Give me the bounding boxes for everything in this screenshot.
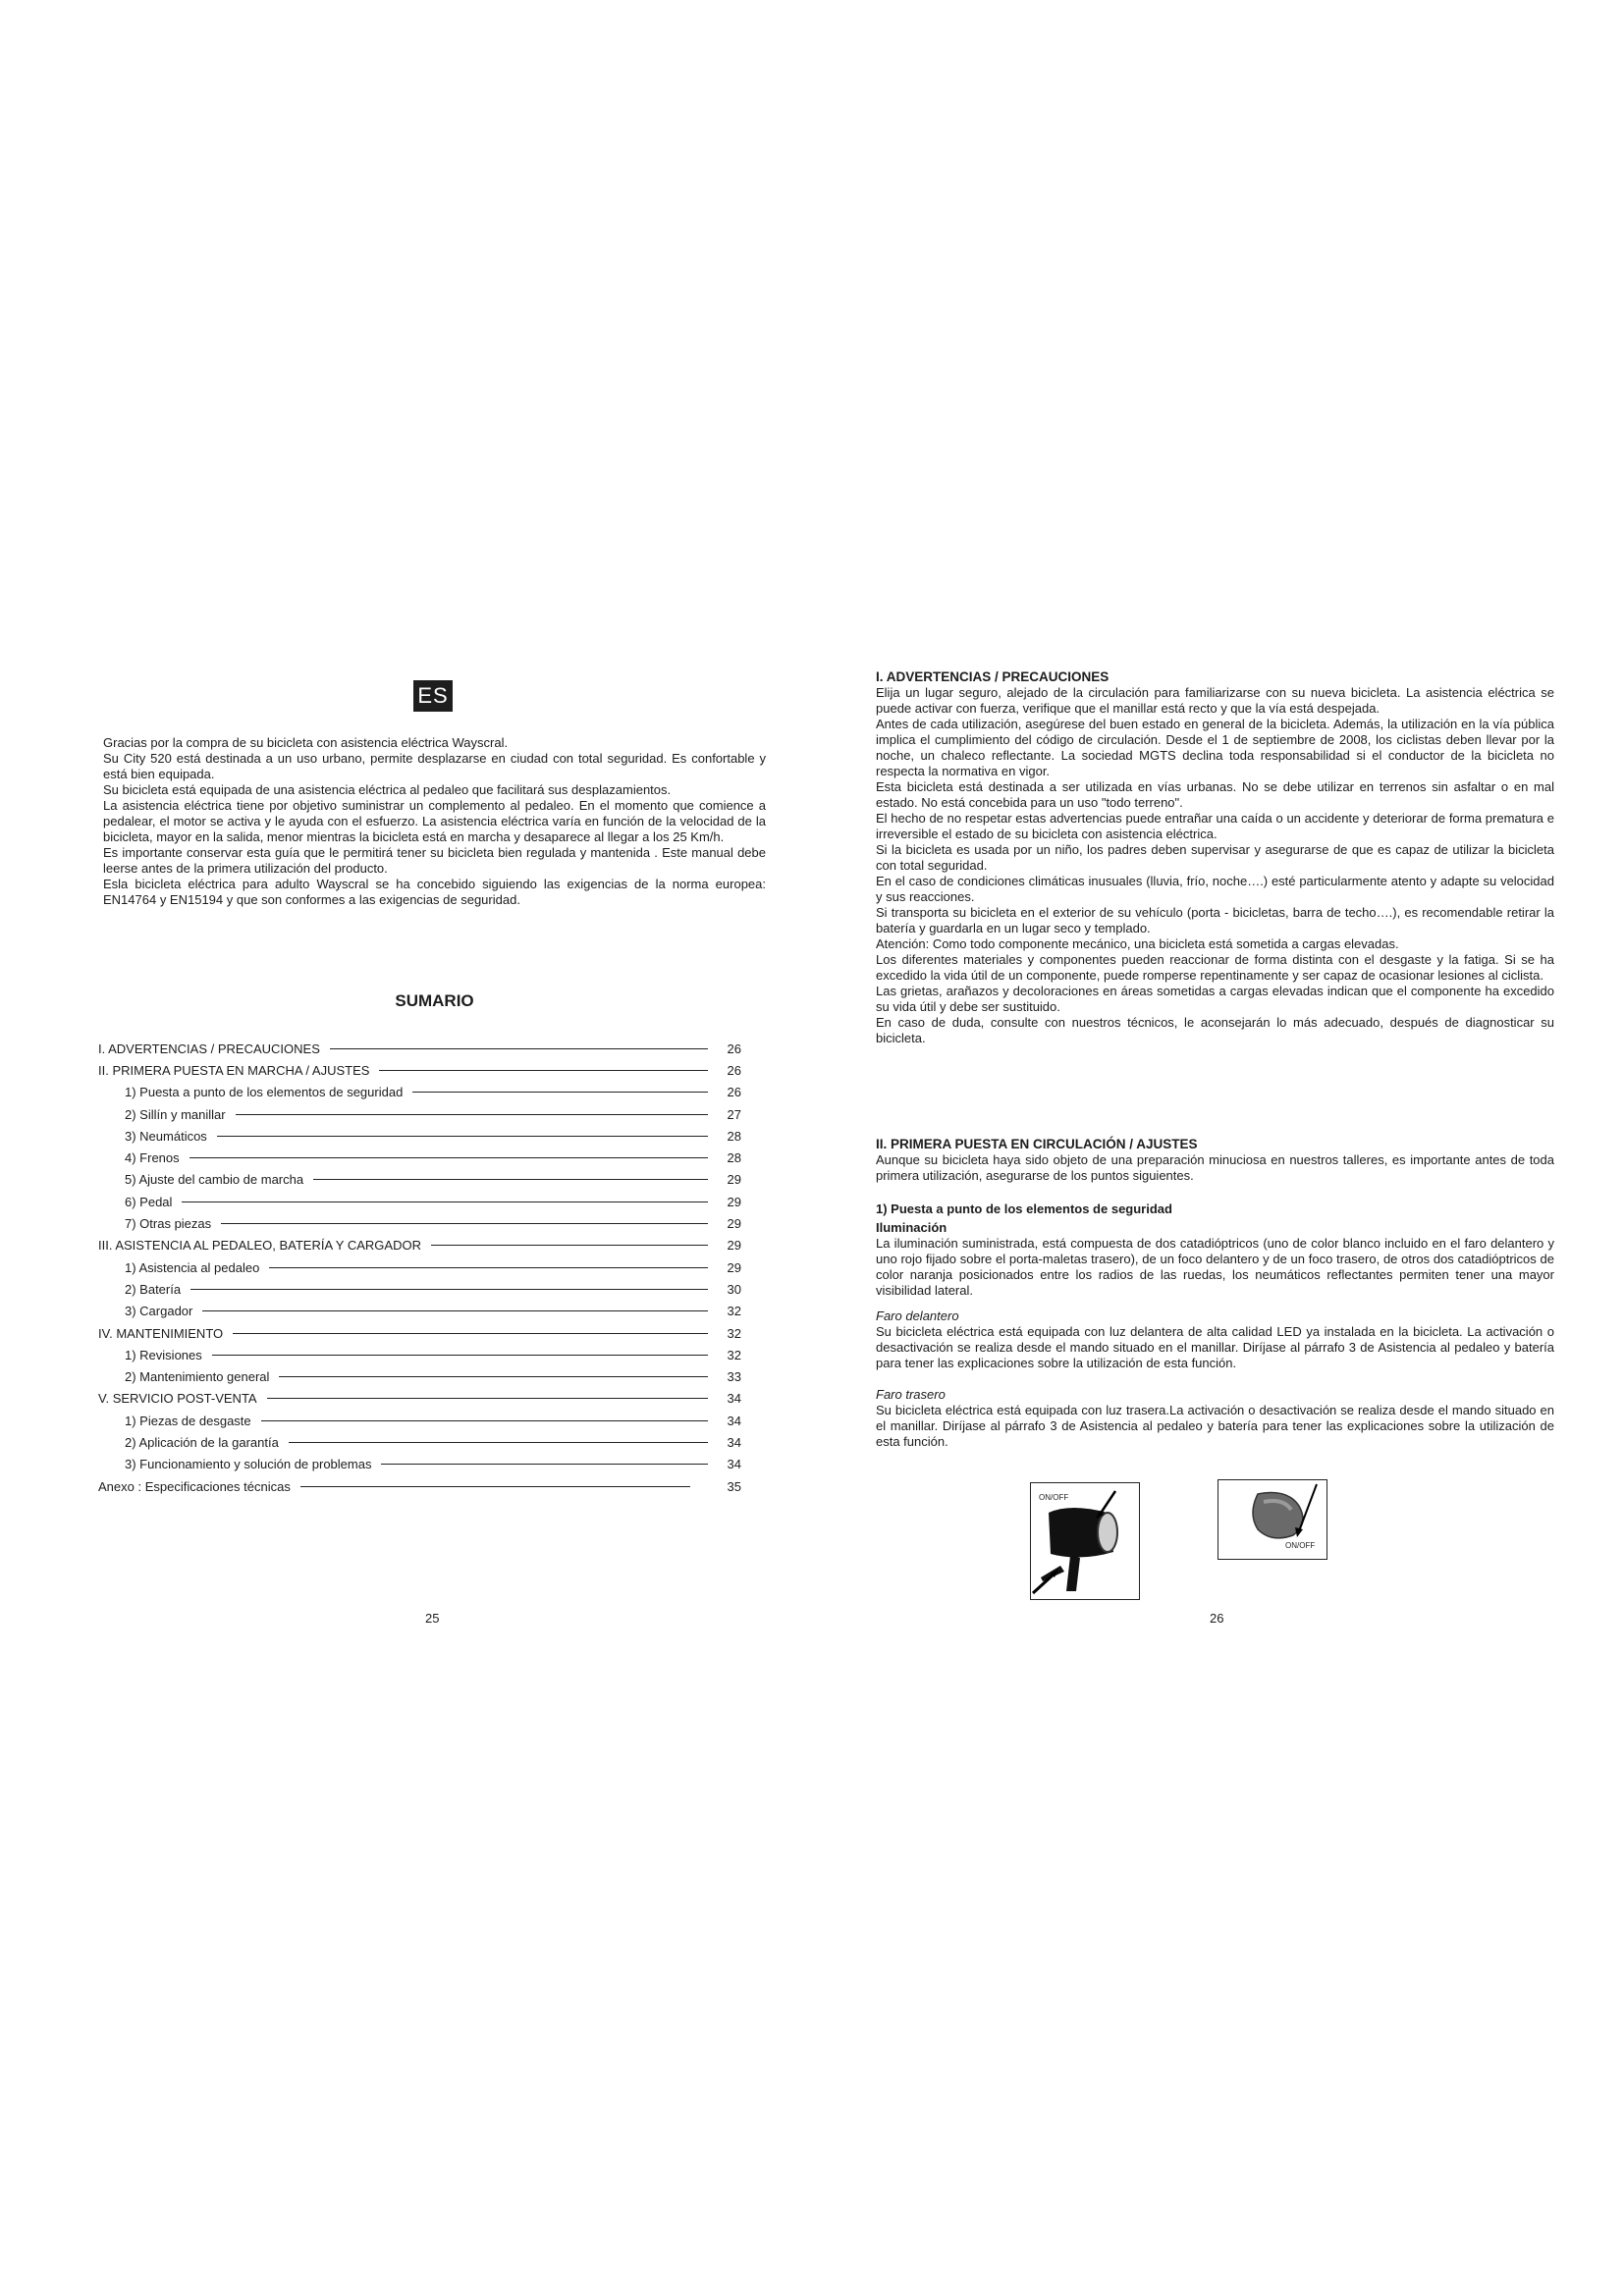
toc-entry-label: 3) Cargador bbox=[125, 1304, 193, 1319]
toc-leader-line bbox=[267, 1398, 708, 1399]
iluminacion-title: Iluminación bbox=[876, 1220, 947, 1235]
intro-paragraph: La asistencia eléctrica tiene por objetivo suministrar un complemento al pedaleo. En el momento que comience a pedalear, el motor se activa y le ayuda con el esfuerzo. La asistencia eléctrica varía en función de la velocidad de la bicicleta, mayor en la salida, menor mientras la bicicleta está en marcha y desaparece al llegar a los 25 Km/h. bbox=[103, 798, 766, 844]
toc-entry-page: 33 bbox=[727, 1369, 741, 1385]
setup-section bbox=[876, 1137, 1554, 1450]
toc-leader-line bbox=[190, 1289, 708, 1290]
toc-entry-page: 29 bbox=[727, 1238, 741, 1254]
toc-leader-line bbox=[379, 1070, 708, 1071]
language-badge: ES bbox=[413, 680, 453, 712]
toc-entry bbox=[98, 1454, 741, 1475]
toc-entry-label: 2) Sillín y manillar bbox=[125, 1106, 226, 1122]
toc-entry-page: 28 bbox=[727, 1128, 741, 1144]
toc-entry-page: 29 bbox=[727, 1172, 741, 1188]
warning-paragraph: El hecho de no respetar estas advertencias puede entrañar una caída o un accidente y deteriorar de forma prematura e irreversible el estado de su bicicleta con asistencia eléctrica. bbox=[876, 811, 1554, 841]
toc-entry-page: 30 bbox=[727, 1281, 741, 1297]
toc-leader-line bbox=[313, 1179, 708, 1180]
toc-entry-label: II. PRIMERA PUESTA EN MARCHA / AJUSTES bbox=[98, 1062, 370, 1078]
toc-entry-page: 32 bbox=[727, 1347, 741, 1362]
sumario-title: SUMARIO bbox=[395, 991, 474, 1010]
intro-paragraph: Su bicicleta está equipada de una asistencia eléctrica al pedaleo que facilitará sus desplazamientos. bbox=[103, 782, 672, 797]
toc-leader-line bbox=[412, 1092, 708, 1093]
subsection-title-safety: 1) Puesta a punto de los elementos de seguridad bbox=[876, 1201, 1172, 1216]
toc-entry bbox=[98, 1212, 741, 1234]
intro-text bbox=[103, 735, 766, 908]
on-off-label: ON/OFF bbox=[1039, 1493, 1069, 1502]
toc-entry-page: 32 bbox=[727, 1325, 741, 1341]
rear-light-photo bbox=[1218, 1479, 1327, 1560]
toc-entry bbox=[98, 1344, 741, 1365]
toc-entry-page: 34 bbox=[727, 1391, 741, 1407]
toc-entry bbox=[98, 1301, 741, 1322]
warning-paragraph: En el caso de condiciones climáticas inusuales (lluvia, frío, noche….) esté particularmente atento y adapte su velocidad y sus reacciones. bbox=[876, 874, 1554, 904]
toc-leader-line bbox=[212, 1355, 708, 1356]
toc-entry-page: 34 bbox=[727, 1413, 741, 1428]
intro-paragraph: Esla bicicleta eléctrica para adulto Wayscral se ha concebido siguiendo las exigencias de la norma europea: EN14764 y EN15194 y que son conformes a las exigencias de seguridad. bbox=[103, 877, 766, 907]
toc-entry-page: 29 bbox=[727, 1259, 741, 1275]
toc-entry-page: 26 bbox=[727, 1041, 741, 1056]
warning-paragraph: Las grietas, arañazos y decoloraciones en áreas sometidas a cargas elevadas indican que el componente ha excedido su vida útil y debe ser sustituido. bbox=[876, 984, 1554, 1014]
intro-paragraph: Es importante conservar esta guía que le permitirá tener su bicicleta bien regulada y mantenida . Este manual debe leerse antes de la primera utilización del producto. bbox=[103, 845, 766, 876]
toc-leader-line bbox=[261, 1420, 708, 1421]
toc-entry bbox=[98, 1191, 741, 1212]
toc-leader-line bbox=[330, 1048, 708, 1049]
setup-intro: Aunque su bicicleta haya sido objeto de una preparación minuciosa en nuestros talleres, es importante antes de toda primera utilización, asegurarse de los puntos siguientes. bbox=[876, 1152, 1554, 1183]
toc-entry bbox=[98, 1431, 741, 1453]
toc-leader-line bbox=[300, 1486, 690, 1487]
toc-entry bbox=[98, 1410, 741, 1431]
toc-entry-label: 2) Aplicación de la garantía bbox=[125, 1434, 279, 1450]
warnings-section bbox=[876, 669, 1554, 1046]
toc-entry bbox=[98, 1475, 741, 1497]
toc-leader-line bbox=[381, 1464, 708, 1465]
toc-leader-line bbox=[182, 1201, 708, 1202]
toc-entry bbox=[98, 1169, 741, 1191]
toc-leader-line bbox=[221, 1223, 708, 1224]
toc-leader-line bbox=[289, 1442, 708, 1443]
toc-entry bbox=[98, 1125, 741, 1147]
toc-entry-label: 1) Puesta a punto de los elementos de seguridad bbox=[125, 1085, 404, 1100]
toc-entry-label: 3) Neumáticos bbox=[125, 1128, 207, 1144]
toc-entry-label: III. ASISTENCIA AL PEDALEO, BATERÍA Y CARGADOR bbox=[98, 1238, 421, 1254]
toc-entry bbox=[98, 1235, 741, 1256]
section-title-warnings: I. ADVERTENCIAS / PRECAUCIONES bbox=[876, 669, 1110, 684]
toc-entry-page: 29 bbox=[727, 1216, 741, 1232]
front-light-photo bbox=[1030, 1482, 1140, 1600]
toc-entry bbox=[98, 1365, 741, 1387]
toc-entry bbox=[98, 1322, 741, 1344]
toc-leader-line bbox=[431, 1245, 708, 1246]
toc-leader-line bbox=[236, 1114, 708, 1115]
page-number-left: 25 bbox=[425, 1611, 440, 1626]
toc-entry bbox=[98, 1082, 741, 1103]
intro-paragraph: Gracias por la compra de su bicicleta con asistencia eléctrica Wayscral. bbox=[103, 735, 509, 750]
toc-entry-page: 35 bbox=[727, 1478, 741, 1494]
toc-leader-line bbox=[202, 1310, 708, 1311]
toc-entry-label: 2) Batería bbox=[125, 1281, 182, 1297]
toc-entry-label: Anexo : Especificaciones técnicas bbox=[98, 1478, 291, 1494]
toc-entry-page: 29 bbox=[727, 1194, 741, 1209]
toc-entry-label: 1) Asistencia al pedaleo bbox=[125, 1259, 260, 1275]
toc-entry bbox=[98, 1059, 741, 1081]
toc-entry-label: 1) Piezas de desgaste bbox=[125, 1413, 251, 1428]
toc-entry-label: 2) Mantenimiento general bbox=[125, 1369, 270, 1385]
toc-leader-line bbox=[217, 1136, 708, 1137]
toc-entry-label: 1) Revisiones bbox=[125, 1347, 202, 1362]
toc-entry-page: 28 bbox=[727, 1150, 741, 1166]
on-off-label: ON/OFF bbox=[1285, 1541, 1316, 1550]
toc-entry bbox=[98, 1038, 741, 1059]
toc-entry-page: 26 bbox=[727, 1085, 741, 1100]
faro-trasero-text: Su bicicleta eléctrica está equipada con luz trasera.La activación o desactivación se realiza desde el mando situado en el manillar. Diríjase al párrafo 3 de Asistencia al pedaleo y batería para tener las explicaciones sobre la utilización de esta función. bbox=[876, 1403, 1554, 1449]
toc-entry-page: 26 bbox=[727, 1062, 741, 1078]
warning-paragraph: Si transporta su bicicleta en el exterior de su vehículo (porta - bicicletas, barra de techo….), es recomendable retirar la batería y guardarla en un lugar seco y templado. bbox=[876, 905, 1554, 935]
toc-entry-label: I. ADVERTENCIAS / PRECAUCIONES bbox=[98, 1041, 320, 1056]
toc-entry-label: 7) Otras piezas bbox=[125, 1216, 212, 1232]
toc-entry-page: 34 bbox=[727, 1434, 741, 1450]
toc-entry-label: 6) Pedal bbox=[125, 1194, 173, 1209]
toc-leader-line bbox=[279, 1376, 708, 1377]
page-number-right: 26 bbox=[1210, 1611, 1224, 1626]
warning-paragraph: Elija un lugar seguro, alejado de la circulación para familiarizarse con su nueva bicicleta. La asistencia eléctrica se puede activar con fuerza, verifique que el manillar está recto y que la vía está despejada. bbox=[876, 685, 1554, 716]
toc-entry-label: V. SERVICIO POST-VENTA bbox=[98, 1391, 257, 1407]
table-of-contents bbox=[98, 1038, 741, 1497]
toc-entry bbox=[98, 1103, 741, 1125]
toc-entry bbox=[98, 1388, 741, 1410]
toc-entry-page: 32 bbox=[727, 1304, 741, 1319]
toc-leader-line bbox=[233, 1333, 708, 1334]
toc-entry bbox=[98, 1278, 741, 1300]
toc-entry bbox=[98, 1147, 741, 1168]
warning-paragraph: Esta bicicleta está destinada a ser utilizada en vías urbanas. No se debe utilizar en terrenos sin asfaltar o en mal estado. No está concebida para un uso "todo terreno". bbox=[876, 779, 1554, 810]
toc-entry-label: 4) Frenos bbox=[125, 1150, 180, 1166]
faro-trasero-title: Faro trasero bbox=[876, 1387, 946, 1402]
toc-leader-line bbox=[269, 1267, 708, 1268]
warning-paragraph: En caso de duda, consulte con nuestros técnicos, le aconsejarán lo más adecuado, después de diagnosticar su bicicleta. bbox=[876, 1015, 1554, 1045]
warning-paragraph: Atención: Como todo componente mecánico, una bicicleta está sometida a cargas elevadas. bbox=[876, 936, 1399, 951]
toc-entry bbox=[98, 1256, 741, 1278]
warning-paragraph: Los diferentes materiales y componentes pueden reaccionar de forma distinta con el desgaste y la fatiga. Si se ha excedido la vida útil de un componente, puede romperse repentinamente y ser capaz de ocasionar lesiones al ciclista. bbox=[876, 952, 1554, 983]
toc-entry-page: 34 bbox=[727, 1457, 741, 1472]
intro-paragraph: Su City 520 está destinada a un uso urbano, permite desplazarse en ciudad con total seguridad. Es confortable y está bien equipada. bbox=[103, 751, 766, 781]
toc-entry-label: 3) Funcionamiento y solución de problemas bbox=[125, 1457, 372, 1472]
iluminacion-text: La iluminación suministrada, está compuesta de dos catadióptricos (uno de color blanco incluido en el faro delantero y uno rojo fijado sobre el porta-maletas trasero), de un foco delantero y de un foco trasero, de otros dos catadióptricos de color naranja posicionados entre los radios de las ruedas, los neumáticos reflectantes permiten tener una mayor visibilidad lateral. bbox=[876, 1236, 1554, 1298]
faro-delantero-title: Faro delantero bbox=[876, 1308, 959, 1323]
toc-leader-line bbox=[189, 1157, 708, 1158]
toc-entry-label: 5) Ajuste del cambio de marcha bbox=[125, 1172, 304, 1188]
faro-delantero-text: Su bicicleta eléctrica está equipada con luz delantera de alta calidad LED ya instalada en la bicicleta. La activación o desactivación se realiza desde el mando situado en el manillar. Diríjase al párrafo 3 de Asistencia al pedaleo y batería para tener las explicaciones sobre la utilización de esta función. bbox=[876, 1324, 1554, 1370]
section-title-setup: II. PRIMERA PUESTA EN CIRCULACIÓN / AJUSTES bbox=[876, 1137, 1198, 1151]
warning-paragraph: Antes de cada utilización, asegúrese del buen estado en general de la bicicleta. Además, la utilización en la vía pública implica el cumplimiento del código de circulación. Desde el 1 de septiembre de 2008, los ciclistas deben llevar por la noche, un chaleco reflectante. La sociedad MGTS declina toda responsabilidad si el conductor de la bicicleta no respecta la normativa en vigor. bbox=[876, 717, 1554, 778]
toc-entry-label: IV. MANTENIMIENTO bbox=[98, 1325, 224, 1341]
warning-paragraph: Si la bicicleta es usada por un niño, los padres deben supervisar y asegurarse de que es capaz de utilizar la bicicleta con total seguridad. bbox=[876, 842, 1554, 873]
toc-entry-page: 27 bbox=[727, 1106, 741, 1122]
